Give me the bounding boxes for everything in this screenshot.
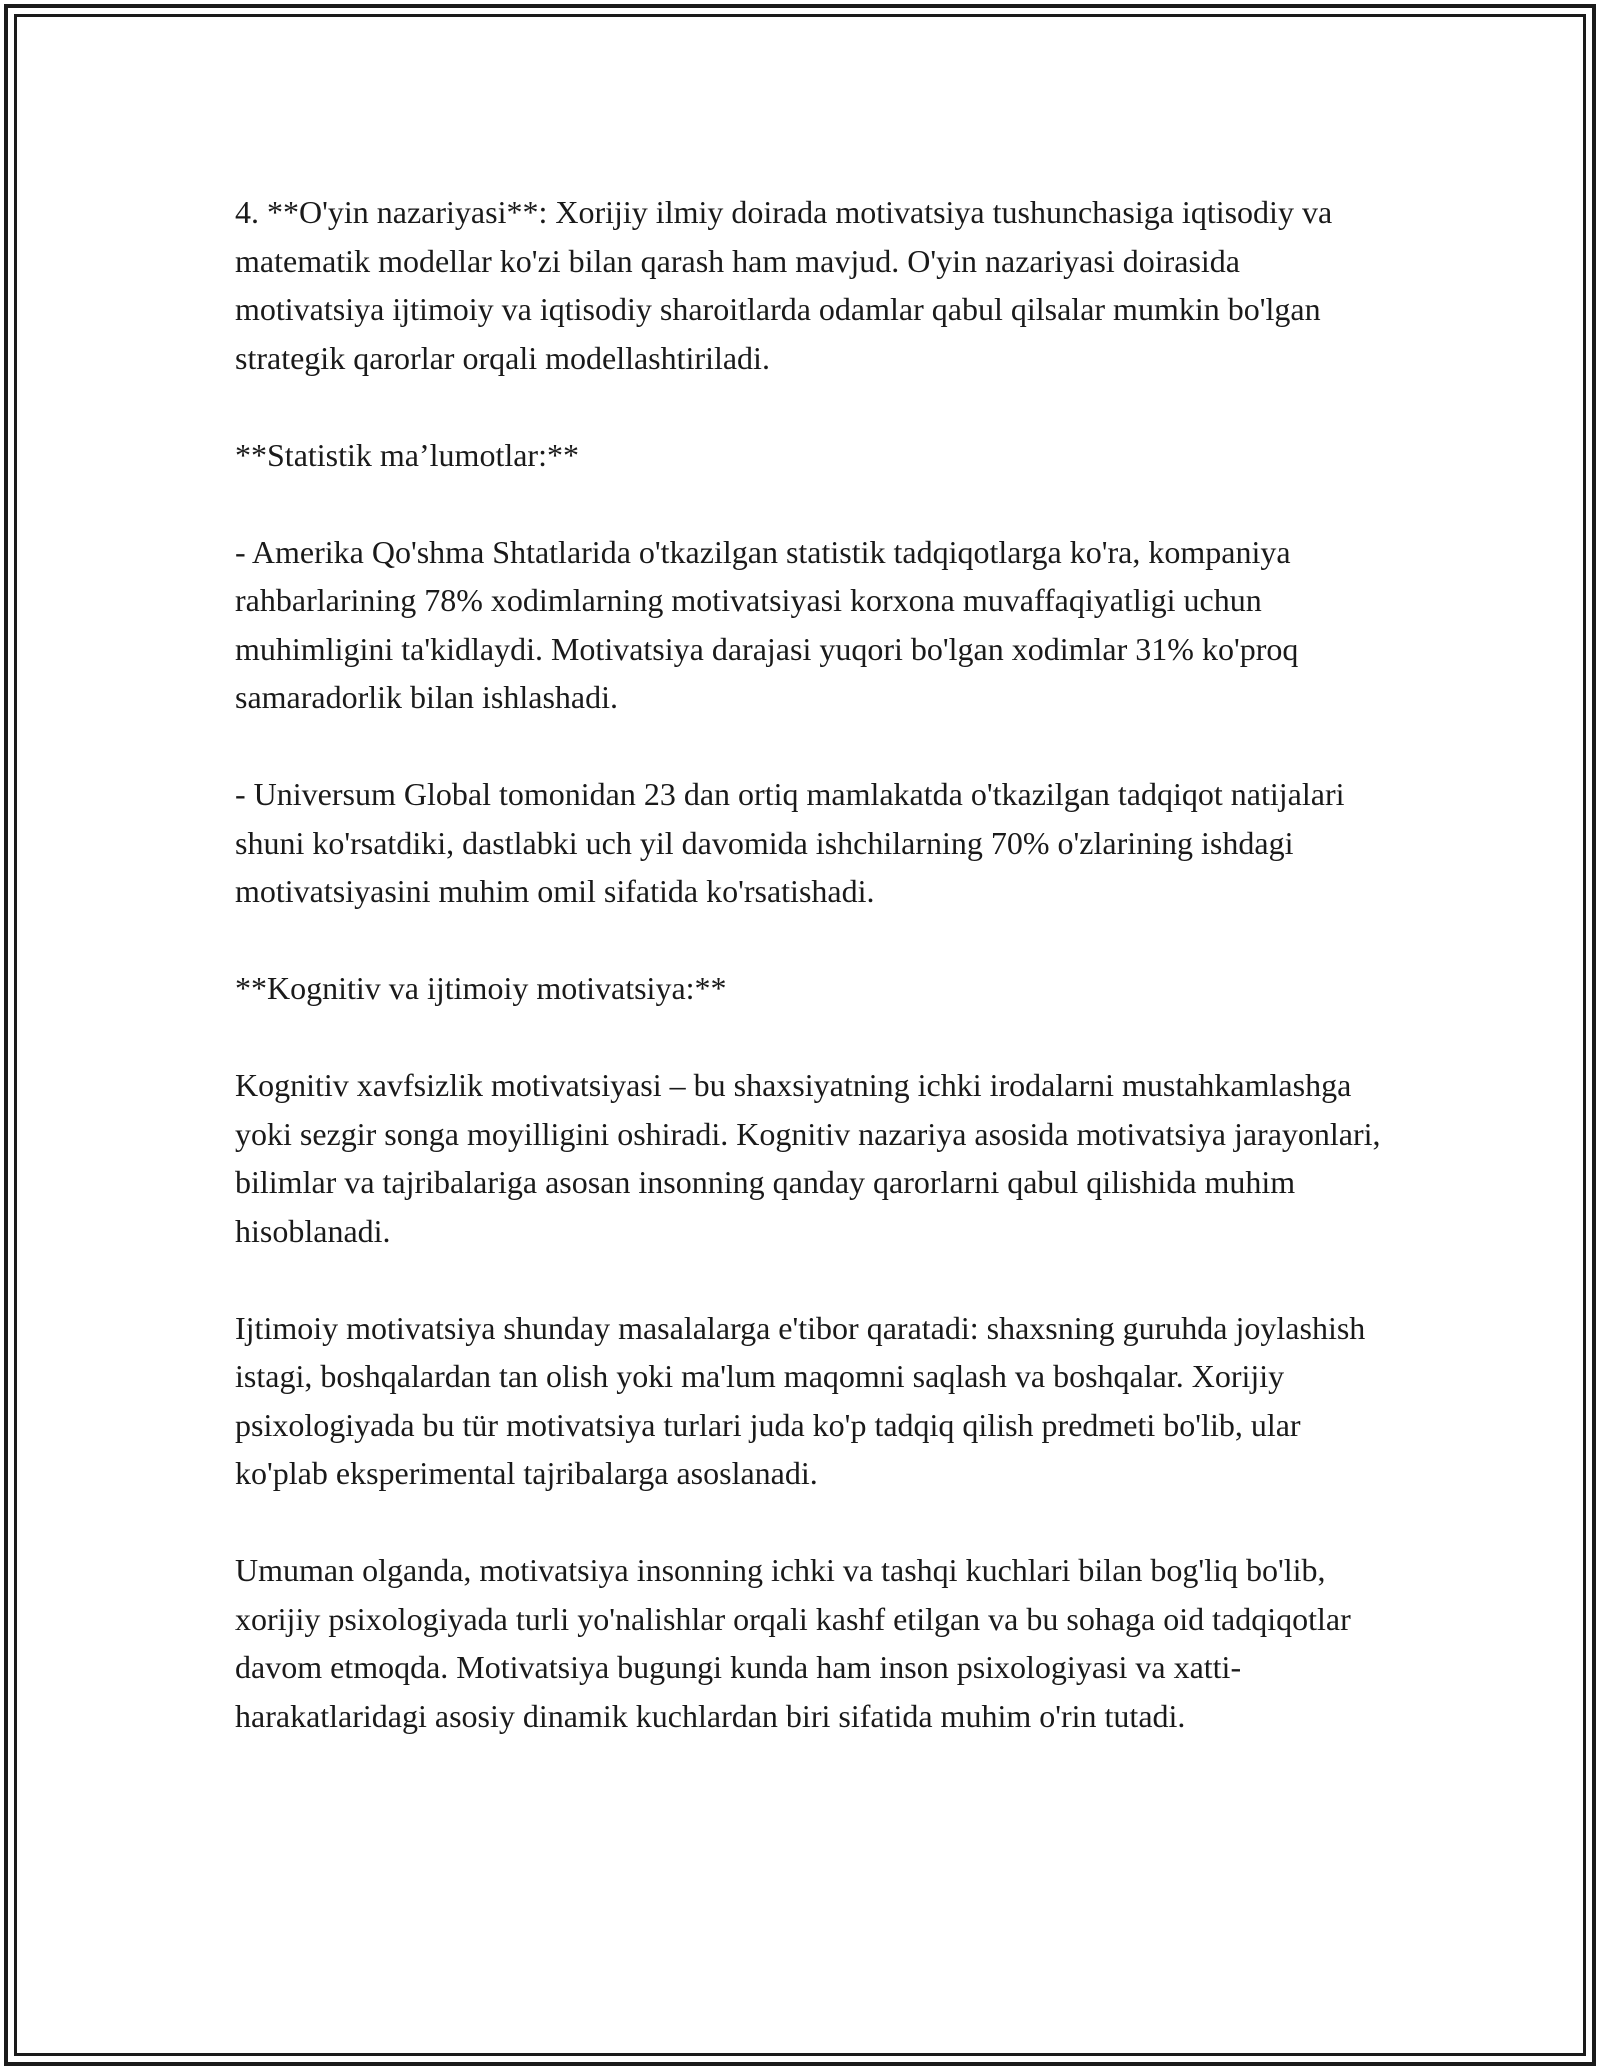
paragraph-social-motivation: Ijtimoiy motivatsiya shunday masalalarga e'tibor qaratadi: shaxsning guruhda joylashish istagi, boshqalardan tan olish yoki ma'lum maqomni saqlash va boshqalar. Xorijiy psixologiyada bu tür motivatsiya turlari juda ko'p tadqiq qilish predmeti bo'lib, ular ko'plab eksperimental tajribalarga asoslanadi. <box>235 1309 1366 1491</box>
heading-statistics: **Statistik ma’lumotlar:** <box>235 436 579 473</box>
heading-cognitive-social: **Kognitiv va ijtimoiy motivatsiya:** <box>235 970 727 1006</box>
paragraph-cognitive-motivation: Kognitiv xavfsizlik motivatsiyasi – bu shaxsiyatning ichki irodalarni mustahkamlashga yoki sezgir songa moyilligini oshiradi. Kognitiv nazariya asosida motivatsiya jarayonlari, bilimlar va tajribalariga asosan insonning qanday qarorlarni qabul qilishida muhim hisoblanadi. <box>235 1067 1381 1249</box>
page-content <box>235 188 1395 1740</box>
paragraph-universum-global: - Universum Global tomonidan 23 dan ortiq mamlakatda o'tkazilgan tadqiqot natijalari shuni ko'rsatdiki, dastlabki uch yil davomida ishchilarning 70% o'zlarining ishdagi motivatsiyasini muhim omil sifatida ko'rsatishadi. <box>235 776 1345 909</box>
paragraph-conclusion: Umuman olganda, motivatsiya insonning ichki va tashqi kuchlari bilan bog'liq bo'lib, xorijiy psixologiyada turli yo'nalishlar orqali kashf etilgan va bu sohaga oid tadqiqotlar davom etmoqda. Motivatsiya bugungi kunda ham inson psixologiyasi va xatti-harakatlaridagi asosiy dinamik kuchlardan biri sifatida muhim o'rin tutadi. <box>235 1552 1351 1734</box>
paragraph-game-theory: 4. **O'yin nazariyasi**: Xorijiy ilmiy doirada motivatsiya tushunchasiga iqtisodiy va matematik modellar ko'zi bilan qarash ham mavjud. O'yin nazariyasi doirasida motivatsiya ijtimoiy va iqtisodiy sharoitlarda odamlar qabul qilsalar mumkin bo'lgan strategik qarorlar orqali modellashtiriladi. <box>235 194 1333 376</box>
paragraph-usa-statistics: - Amerika Qo'shma Shtatlarida o'tkazilgan statistik tadqiqotlarga ko'ra, kompaniya rahbarlarining 78% xodimlarning motivatsiyasi korxona muvaffaqiyatligi uchun muhimligini ta'kidlaydi. Motivatsiya darajasi yuqori bo'lgan xodimlar 31% ko'proq samaradorlik bilan ishlashadi. <box>235 533 1299 715</box>
